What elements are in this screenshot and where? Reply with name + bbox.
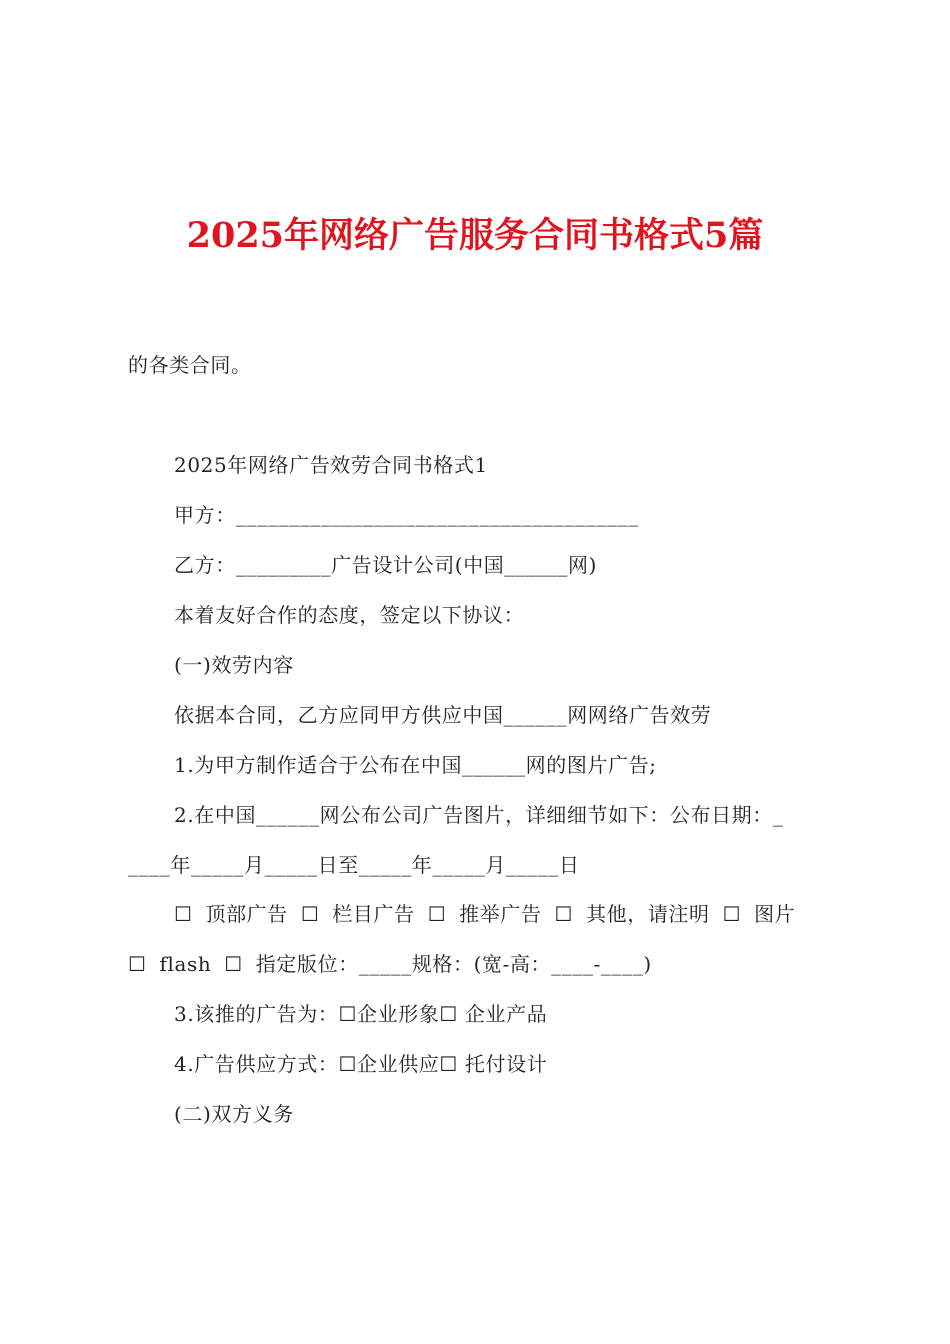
publish-date-range: ____年_____月_____日至_____年_____月_____日 — [128, 853, 580, 877]
intro-text: 的各类合同。 — [128, 353, 252, 377]
clause-heading-service-content: (一)效劳内容 — [174, 653, 294, 677]
agreement-preamble: 本着友好合作的态度，签定以下协议： — [174, 603, 525, 627]
document-title: 2025年网络广告服务合同书格式5篇 — [186, 215, 764, 256]
ad-position-options: ☐ 顶部广告 ☐ 栏目广告 ☐ 推举广告 ☐ 其他，请注明 ☐ 图片 — [174, 902, 796, 926]
party-b-line: 乙方：_________广告设计公司(中国______网) — [174, 553, 598, 577]
clause-item-3: 3.该推的广告为：☐企业形象☐ 企业产品 — [174, 1002, 548, 1026]
clause-item-1: 1.为甲方制作适合于公布在中国______网的图片广告; — [174, 753, 657, 777]
section-heading-contract-1: 2025年网络广告效劳合同书格式1 — [174, 453, 488, 477]
ad-format-options: ☐ flash ☐ 指定版位：_____规格：(宽-高：____-____) — [128, 952, 652, 976]
service-description: 依据本合同，乙方应同甲方供应中国______网网络广告效劳 — [174, 703, 712, 727]
clause-heading-obligations: (二)双方义务 — [174, 1102, 294, 1126]
clause-item-2: 2.在中国______网公布公司广告图片，详细细节如下：公布日期：_ — [174, 803, 784, 827]
party-a-line: 甲方：______________________________________ — [174, 503, 639, 527]
clause-item-4: 4.广告供应方式：☐企业供应☐ 托付设计 — [174, 1052, 548, 1076]
